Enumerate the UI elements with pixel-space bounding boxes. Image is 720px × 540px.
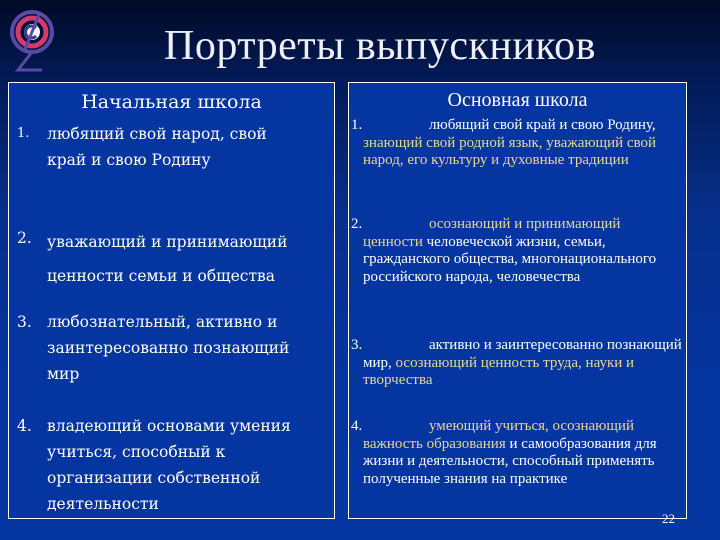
item-number: 2. [17,229,32,247]
highlighted-text: осознающий и принимающий ценности [363,216,621,250]
basic-item-3 [349,337,686,390]
item-number: 4. [17,417,32,435]
basic-item-4 [349,418,686,488]
page-number: 22 [662,511,675,526]
item-number: 3. [351,337,363,353]
item-text: уважающий и принимающий ценности семьи и общества [47,233,288,285]
item-number: 4. [351,418,363,434]
basic-school-heading: Основная школа [447,89,588,111]
primary-item-3 [9,309,334,387]
item-text: активно и заинтересованно познающий мир, осознающий ценность труда, науки и творчества [363,337,682,388]
basic-school-panel [348,82,687,519]
item-number: 1. [17,126,30,141]
item-text: любящий свой край и свою Родину, знающий свой родной язык, уважающий свой народ, его культуру и духовные традиции [363,117,657,168]
slide-title: Портреты выпускников [164,23,596,69]
primary-item-1 [9,121,334,173]
item-text: осознающий и принимающий ценности человеческой жизни, семьи, гражданского общества, многонационального российского народа, человечества [363,216,657,285]
item-text: любознательный, активно и заинтересованно познающий мир [47,313,290,383]
item-text: любящий свой народ, свой край и свою Родину [47,125,267,169]
primary-school-heading: Начальная школа [81,91,262,113]
primary-school-panel [8,82,335,519]
primary-item-2 [9,225,334,293]
item-number: 1. [351,117,363,133]
highlighted-text: осознающий ценность труда, науки и творчества [363,354,635,388]
primary-item-4 [9,413,334,517]
item-number: 3. [17,313,32,331]
item-number: 2. [351,216,363,232]
basic-item-2 [349,216,686,286]
highlighted-text: знающий свой родной язык, уважающий свой народ, его культуру и духовные традиции [363,134,657,168]
item-text: владеющий основами умения учиться, способный к организации собственной деятельности [47,417,291,513]
item-text: умеющий учиться, осознающий важность образования и самообразования для жизни и деятельности, способный применять полученные знания на практике [363,418,657,487]
basic-item-1 [349,117,686,170]
highlighted-text: умеющий учиться, осознающий важность образования [363,418,634,452]
